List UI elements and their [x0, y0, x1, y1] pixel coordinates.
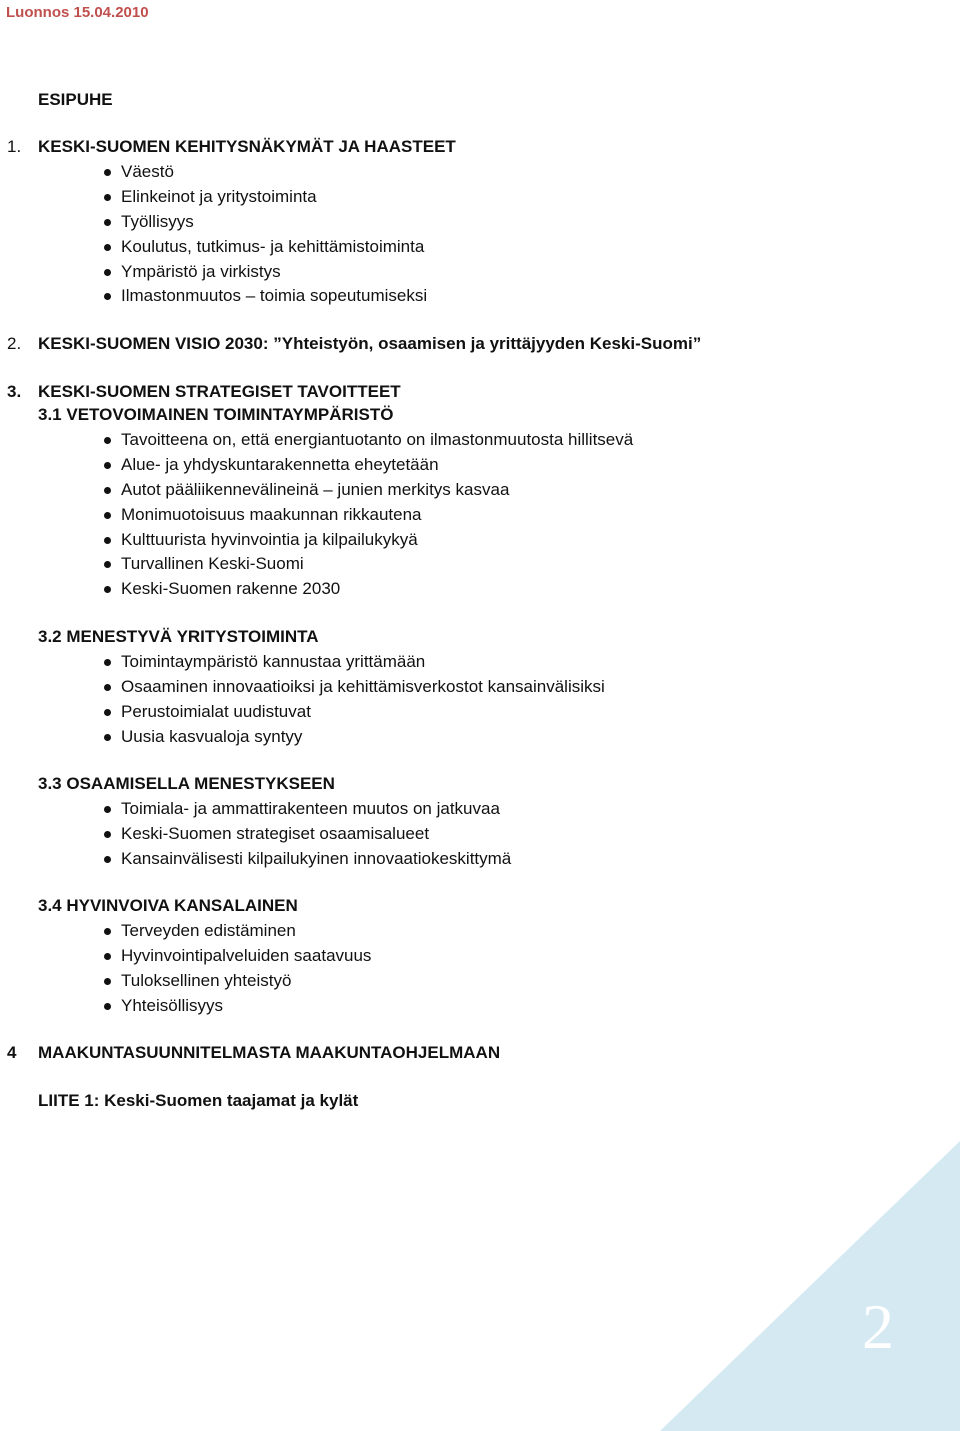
- bullet-icon: [104, 978, 111, 985]
- list-item: [104, 919, 371, 944]
- list-item: [104, 552, 633, 577]
- subsection-3-2-title: 3.2 MENESTYVÄ YRITYSTOIMINTA: [38, 627, 319, 646]
- section4-number: 4: [7, 1043, 17, 1062]
- bullet-icon: [104, 194, 111, 201]
- list-item: [104, 235, 427, 260]
- list-item: [104, 284, 427, 309]
- subsection-3-1-title: 3.1 VETOVOIMAINEN TOIMINTAYMPÄRISTÖ: [38, 405, 394, 424]
- list-item: [104, 260, 427, 285]
- list-item: [104, 210, 427, 235]
- list-item-text: Työllisyys: [121, 211, 194, 231]
- list-item-text: Toimiala- ja ammattirakenteen muutos on jatkuvaa: [121, 799, 500, 818]
- list-item-text: Terveyden edistäminen: [121, 921, 296, 940]
- bullet-icon: [104, 462, 111, 469]
- bullet-icon: [104, 734, 111, 741]
- list-item: [104, 577, 633, 602]
- section3-title: KESKI-SUOMEN STRATEGISET TAVOITTEET: [38, 382, 401, 401]
- section1-list: [104, 160, 427, 309]
- list-item-text: Perustoimialat uudistuvat: [121, 701, 311, 721]
- list-item-text: Tuloksellinen yhteistyö: [121, 970, 292, 990]
- list-item: [104, 650, 605, 675]
- list-item: [104, 453, 633, 478]
- list-item: [104, 503, 633, 528]
- subsection-3-2-list: [104, 650, 605, 750]
- list-item-text: Elinkeinot ja yritystoiminta: [121, 186, 317, 206]
- section1-number: 1.: [7, 137, 22, 156]
- list-item: [104, 847, 511, 872]
- list-item-text: Koulutus, tutkimus- ja kehittämistoiminta: [121, 236, 425, 256]
- bullet-icon: [104, 293, 111, 300]
- section3-number: 3.: [7, 382, 22, 401]
- subsection-3-4-list: [104, 919, 371, 1019]
- list-item: [104, 160, 427, 185]
- bullet-icon: [104, 684, 111, 691]
- bullet-icon: [104, 437, 111, 444]
- list-item-text: Hyvinvointipalveluiden saatavuus: [121, 945, 372, 965]
- bullet-icon: [104, 244, 111, 251]
- list-item-text: Toimintaympäristö kannustaa yrittämään: [121, 652, 426, 671]
- list-item-text: Tavoitteena on, että energiantuotanto on ilmastonmuutosta hillitsevä: [121, 430, 634, 449]
- list-item: [104, 428, 633, 453]
- foreword-heading: ESIPUHE: [38, 90, 113, 109]
- bullet-icon: [104, 659, 111, 666]
- draft-label: Luonnos 15.04.2010: [6, 4, 149, 21]
- bullet-icon: [104, 953, 111, 960]
- bullet-icon: [104, 928, 111, 935]
- list-item: [104, 528, 633, 553]
- list-item-text: Ympäristö ja virkistys: [121, 261, 281, 281]
- section1-title: KESKI-SUOMEN KEHITYSNÄKYMÄT JA HAASTEET: [38, 137, 456, 156]
- subsection-3-3-title: 3.3 OSAAMISELLA MENESTYKSEEN: [38, 774, 335, 793]
- list-item-text: Alue- ja yhdyskuntarakennetta eheytetään: [121, 454, 439, 474]
- list-item-text: Autot pääliikennevälineinä – junien merkitys kasvaa: [121, 479, 510, 499]
- section2-number: 2.: [7, 334, 22, 353]
- list-item-text: Kulttuurista hyvinvointia ja kilpailukykyä: [121, 529, 418, 549]
- list-item-text: Keski-Suomen rakenne 2030: [121, 579, 341, 599]
- list-item: [104, 478, 633, 503]
- list-item-text: Väestö: [121, 162, 174, 181]
- corner-decoration: [660, 1141, 960, 1431]
- bullet-icon: [104, 856, 111, 863]
- list-item: [104, 797, 511, 822]
- list-item-text: Ilmastonmuutos – toimia sopeutumiseksi: [121, 286, 428, 306]
- list-item: [104, 969, 371, 994]
- bullet-icon: [104, 831, 111, 838]
- subsection-3-3-list: [104, 797, 511, 872]
- list-item: [104, 700, 605, 725]
- list-item-text: Yhteisöllisyys: [121, 995, 224, 1015]
- subsection-3-1-list: [104, 428, 633, 602]
- list-item: [104, 944, 371, 969]
- list-item-text: Turvallinen Keski-Suomi: [121, 554, 304, 574]
- list-item-text: Osaaminen innovaatioiksi ja kehittämisverkostot kansainvälisiksi: [121, 676, 605, 696]
- list-item: [104, 725, 605, 750]
- bullet-icon: [104, 561, 111, 568]
- list-item-text: Keski-Suomen strategiset osaamisalueet: [121, 823, 430, 843]
- bullet-icon: [104, 219, 111, 226]
- list-item: [104, 822, 511, 847]
- bullet-icon: [104, 586, 111, 593]
- bullet-icon: [104, 269, 111, 276]
- bullet-icon: [104, 709, 111, 716]
- bullet-icon: [104, 169, 111, 176]
- list-item: [104, 185, 427, 210]
- list-item-text: Uusia kasvualoja syntyy: [121, 726, 303, 746]
- list-item: [104, 675, 605, 700]
- bullet-icon: [104, 487, 111, 494]
- section4-title: MAAKUNTASUUNNITELMASTA MAAKUNTAOHJELMAAN: [38, 1043, 501, 1062]
- bullet-icon: [104, 1003, 111, 1010]
- section2-title: KESKI-SUOMEN VISIO 2030: ”Yhteistyön, osaamisen ja yrittäjyyden Keski-Suomi”: [38, 334, 702, 353]
- appendix-title: LIITE 1: Keski-Suomen taajamat ja kylät: [38, 1091, 359, 1110]
- list-item: [104, 994, 371, 1019]
- subsection-3-4-title: 3.4 HYVINVOIVA KANSALAINEN: [38, 896, 298, 915]
- bullet-icon: [104, 806, 111, 813]
- corner-triangle: [660, 1141, 960, 1431]
- list-item-text: Monimuotoisuus maakunnan rikkautena: [121, 504, 422, 524]
- bullet-icon: [104, 537, 111, 544]
- list-item-text: Kansainvälisesti kilpailukyinen innovaatiokeskittymä: [121, 848, 512, 868]
- bullet-icon: [104, 512, 111, 519]
- page-number: 2: [862, 1291, 894, 1362]
